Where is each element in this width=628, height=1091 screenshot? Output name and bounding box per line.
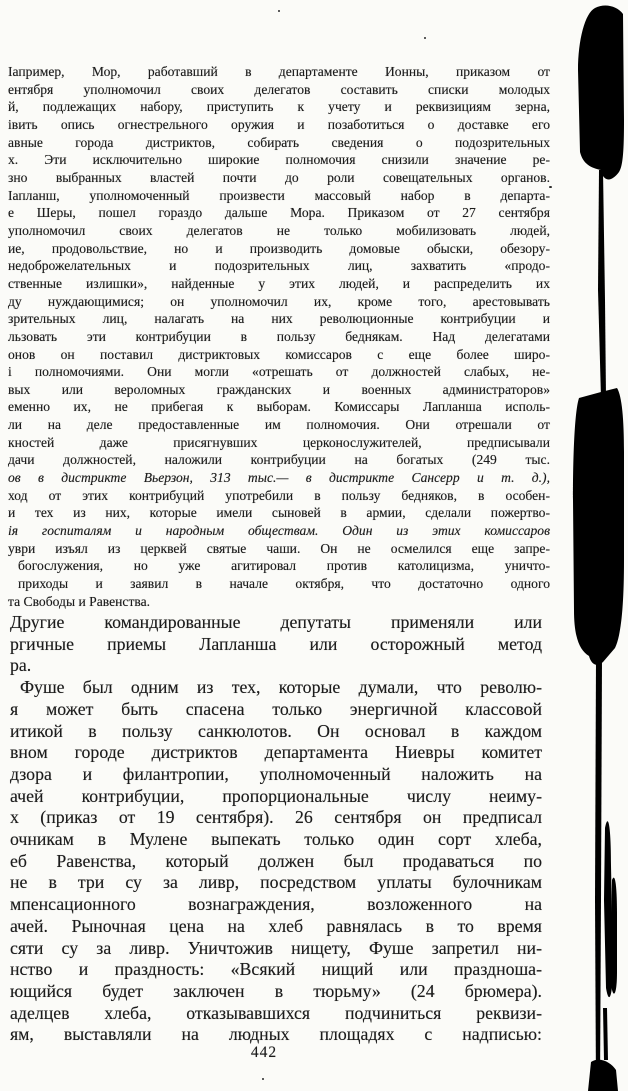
text-line: ям, выставляли на людных площадях с надписью: bbox=[10, 1024, 542, 1045]
text-line: еменно их, не прибегая к выборам. Комиссары Лапланша исполь- bbox=[8, 399, 550, 415]
text-line: і полномочиями. Они могли «отрешать от должностей слабых, не- bbox=[8, 364, 550, 380]
text-line: вном городе дистриктов департамента Ниевры комитет bbox=[10, 742, 542, 763]
text-line: ли на деле предоставленные им полномочия. Они отрешали от bbox=[8, 417, 550, 433]
text-line: ентября уполномочил своих делегатов составить списки молодых bbox=[8, 81, 550, 97]
text-line: богослужения, но уже агитировал против католицизма, уничто- bbox=[18, 558, 550, 574]
text-line: авные города дистриктов, собирать сведения о подозрительных bbox=[8, 134, 550, 150]
text-line: дачи должностей, наложили контрибуции на богатых (249 тыс. bbox=[8, 452, 550, 468]
text-line: ія госпиталям и народным обществам. Один из этих комиссаров bbox=[8, 523, 550, 539]
scan-speck bbox=[262, 1078, 264, 1080]
text-line: Другие командированные депутаты применяли или bbox=[10, 612, 542, 632]
text-line: недоброжелательных и подозрительных лиц, захватить «продо- bbox=[8, 258, 550, 274]
text-line: е Шеры, пошел гораздо дальше Мора. Приказом от 27 сентября bbox=[8, 205, 550, 221]
text-line: еб Равенства, который должен был продаваться по bbox=[10, 850, 542, 871]
text-line: ход от этих контрибуций употребили в пользу бедняков, в особен- bbox=[8, 487, 550, 503]
text-line: не в три су за ливр, посредством уплаты булочникам bbox=[10, 872, 542, 893]
text-line: приходы и заявил в начале октября, что достаточно одного bbox=[18, 576, 550, 592]
text-line: зрительных лиц, налагать на них революционные контрибуции и bbox=[8, 311, 550, 327]
text-line: та Свободы и Равенства. bbox=[8, 593, 151, 609]
text-line: й, подлежащих набору, приступить к учету и реквизициям зерна, bbox=[8, 99, 550, 115]
text-line: ющийся будет заключен в тюрьму» (24 брюмера). bbox=[10, 980, 542, 1001]
paragraph-large-type bbox=[10, 612, 542, 1046]
scan-speck bbox=[278, 10, 280, 12]
text-line: сяти су за ливр. Уничтожив нищету, Фуше запретил ни- bbox=[10, 937, 542, 958]
text-line: мпенсационного вознаграждения, возложенного на bbox=[10, 894, 542, 915]
text-line: ду нуждающимися; он уполномочил их, кроме того, арестовывать bbox=[8, 293, 550, 309]
text-line: Фуше был одним из тех, которые думали, что револю- bbox=[20, 677, 542, 698]
text-line: івить опись огнестрельного оружия и позаботиться о доставке его bbox=[8, 116, 550, 132]
text-line: ачей контрибуции, пропорциональные числу неиму- bbox=[10, 785, 542, 806]
text-line: ов в дистрикте Вьерзон, 313 тыс.— в дистрикте Сансерр и т. д.), bbox=[8, 470, 550, 486]
text-line: уври изъял из церквей святые чаши. Он не осмелился еще запре- bbox=[8, 540, 550, 556]
text-line: льзовать эти контрибуции в пользу беднякам. Над делегатами bbox=[8, 328, 550, 344]
text-line: Іапример, Мор, работавший в департаменте Ионны, приказом от bbox=[8, 64, 550, 79]
text-line: ачей. Рыночная цена на хлеб равнялась в то время bbox=[10, 915, 542, 936]
text-line: ра. bbox=[10, 655, 32, 676]
text-line: я может быть спасена только энергичной классовой bbox=[10, 698, 542, 719]
page-number: 442 bbox=[250, 1044, 278, 1061]
text-line: х (приказ от 19 сентября). 26 сентября он предписал bbox=[10, 807, 542, 828]
text-line: итикой в пользу санкюлотов. Он основал в каждом bbox=[10, 720, 542, 741]
text-line: онов он поставил дистриктовых комиссаров с еще более широ- bbox=[8, 346, 550, 362]
paragraph-small-type bbox=[8, 63, 550, 610]
text-line: дзора и филантропии, уполномоченный наложить на bbox=[10, 763, 542, 784]
scan-speck bbox=[549, 186, 552, 188]
text-line: ргичные приемы Лапланша или осторожный метод bbox=[10, 633, 542, 654]
text-line: ственные излишки», найденные у этих людей, и распределить их bbox=[8, 275, 550, 291]
scan-speck bbox=[424, 37, 426, 39]
text-line: кностей даже присягнувших церконослужителей, предписывали bbox=[8, 434, 550, 450]
text-line: уполномочил своих делегатов не только мобилизовать людей, bbox=[8, 222, 550, 238]
text-line: вых или вероломных гражданских и военных администраторов» bbox=[8, 381, 550, 397]
text-line: и тех из них, которые имели сыновей в армии, сделали пожертво- bbox=[8, 505, 550, 521]
text-line: нство и праздность: «Всякий нищий или праздноша- bbox=[10, 959, 542, 980]
text-line: ие, продовольствие, но и производить домовые обыски, обезору- bbox=[8, 240, 550, 256]
text-line: очникам в Мулене выпекать только один сорт хлеба, bbox=[10, 829, 542, 850]
text-line: аделцев хлеба, отказывавшихся подчиниться реквизи- bbox=[10, 1002, 542, 1023]
text-line: Іапланш, уполномоченный произвести массовый набор в департа- bbox=[8, 187, 550, 203]
text-line: х. Эти исключительно широкие полномочия снизили значение ре- bbox=[8, 152, 550, 168]
scan-ink-artifact bbox=[565, 0, 628, 1091]
text-line: зно выбранных властей почти до роли совещательных органов. bbox=[8, 169, 550, 185]
